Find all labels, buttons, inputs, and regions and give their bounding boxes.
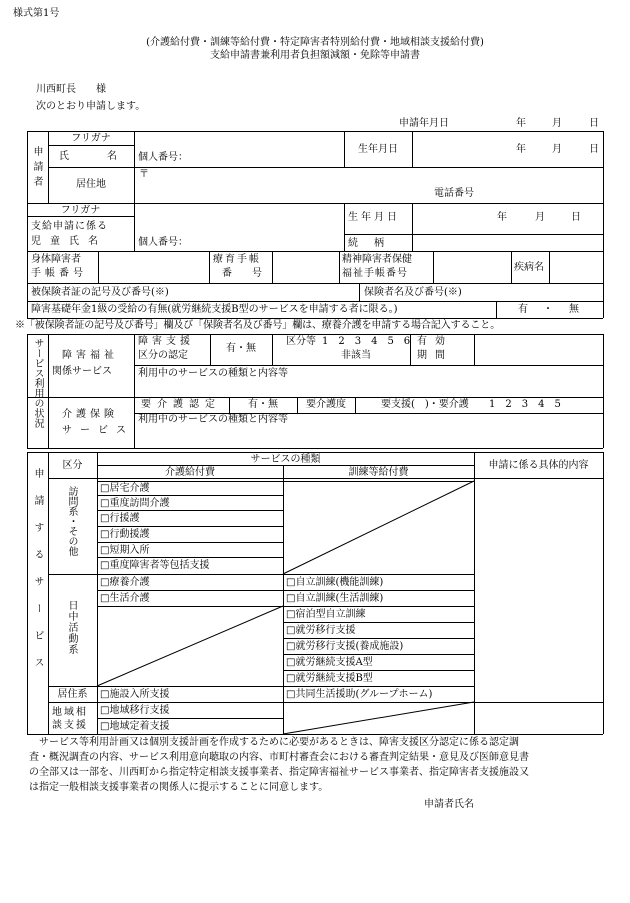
kubun-label: 区分等 [286, 336, 316, 347]
child-birth-month: 月 [535, 212, 545, 223]
chiiki-item-iko[interactable]: □地域移行支援 [100, 705, 170, 716]
kunren-shukuhaku[interactable]: □宿泊型自立訓練 [286, 609, 366, 620]
pension-yes: 有 [518, 304, 528, 315]
kaigo-nintei-label: 要介護認定 [141, 399, 221, 410]
kunren-keizoku-b[interactable]: □就労継続支援B型 [286, 673, 373, 684]
shien-label: 要支援( )・要介護 [381, 399, 469, 410]
applicant-birth-year: 年 [516, 144, 526, 155]
higaito-label: 非該当 [341, 350, 371, 361]
addressee: 川西町長 様 [36, 84, 106, 95]
child-birth-day: 日 [571, 212, 581, 223]
pension-no: 無 [569, 304, 579, 315]
apply-date-month: 月 [552, 118, 562, 129]
disease-label: 疾病名 [514, 262, 544, 273]
child-kojin-label: 個人番号： [138, 237, 188, 248]
services-kaigo-header: 介護給付費 [165, 467, 215, 478]
applicant-side-label: 申請者 [31, 146, 42, 191]
applicant-kojin-label: 個人番号： [138, 152, 188, 163]
welfare-use-label: 利用中のサービスの種類と内容等 [138, 368, 288, 379]
nintei-label-1: 障害支援 [138, 336, 194, 347]
services-kubun-header: 区分 [62, 460, 83, 471]
form-number: 様式第1号 [13, 8, 60, 19]
hokensha-label: 保険者名及び番号(※) [364, 287, 462, 298]
ryoiku-label-1: 療育手帳 [213, 254, 261, 265]
apply-date-day: 日 [589, 118, 599, 129]
form-title-line1: (介護給付費・訓練等給付費・特定障害者特別給付費・地域相談支援給付費) [146, 37, 484, 48]
kyoju-kunren-item[interactable]: □共同生活援助(グループホーム) [286, 689, 433, 700]
child-birth-label: 生年月日 [348, 212, 400, 223]
seishin-label-2: 福祉手帳番号 [342, 268, 408, 279]
child-relation-label: 続柄 [348, 238, 400, 249]
pension-label: 障害基礎年金1級の受給の有無(就労継続支援B型のサービスを申請する者に限る。) [31, 304, 398, 315]
applicant-birth-label: 生年月日 [358, 144, 398, 155]
homon-item-kodo-engo[interactable]: □行援護 [100, 513, 140, 524]
child-furigana-label: フリガナ [60, 205, 101, 216]
services-kind-header: サービスの種類 [250, 454, 321, 465]
applicant-birth-day: 日 [589, 144, 599, 155]
applicant-birth-month: 月 [552, 144, 562, 155]
shintai-label-2: 手帳番号 [31, 268, 87, 279]
kaigodo-label: 要介護度 [306, 399, 346, 410]
welfare-label-1: 障害福祉 [62, 350, 118, 361]
services-detail-header: 申請に係る具体的内容 [488, 460, 589, 471]
hihoken-label: 被保険者証の記号及び番号(※) [31, 287, 169, 298]
child-label-2: 児童氏名 [31, 236, 107, 247]
applicant-furigana-label: フリガナ [71, 133, 111, 144]
signature-label: 申請者氏名 [424, 799, 474, 810]
nicchu-kubun-label: 日中活動系 [66, 600, 77, 655]
consent-line-3: の全部又は一部を、川西町から指定特定相談支援事業者、指定障害福祉サービス事業者、指定障害者支援施設又 [29, 767, 529, 778]
nicchu-kaigo-ryoyo[interactable]: □療養介護 [100, 577, 150, 588]
homon-item-judo[interactable]: □重度訪問介護 [100, 498, 170, 509]
consent-line-1: サービス等利用計画又は個別支援計画を作成するために必要があるときは、障害支援区分認定に係る認定調 [29, 737, 519, 748]
apply-date-label: 申請年月日 [399, 118, 449, 129]
applicant-residence-label: 居住地 [76, 179, 106, 190]
kaigo-label-1: 介護保険 [62, 409, 118, 420]
kubun-numbers: 1 2 3 4 5 6 [322, 336, 411, 347]
homon-item-kyotaku[interactable]: □居宅介護 [100, 483, 150, 494]
kunren-iko-yosei[interactable]: □就労移行支援(養成施設) [286, 641, 404, 652]
yuko-label-1: 有効 [417, 336, 453, 347]
applicant-name-label: 氏 名 [59, 151, 123, 162]
apply-date-year: 年 [516, 118, 526, 129]
nicchu-kaigo-seikatsu[interactable]: □生活介護 [100, 593, 150, 604]
child-birth-year: 年 [497, 212, 507, 223]
ryoiku-label-2: 番号 [222, 268, 282, 279]
chiiki-item-teichaku[interactable]: □地域定着支援 [100, 721, 170, 732]
consent-line-4: は指定一般相談支援事業者の関係人に提示することに同意します。 [29, 782, 329, 793]
kaigo-use-label: 利用中のサービスの種類と内容等 [138, 414, 288, 425]
welfare-label-2: 関係サービス [52, 366, 112, 377]
child-label-1: 支給申請に係る [31, 221, 108, 232]
homon-item-kodo[interactable]: □行動援護 [100, 529, 150, 540]
shintai-label-1: 身体障害者 [31, 254, 81, 265]
services-side-label: 申請するサービス [32, 468, 43, 684]
kyoju-kubun-label: 居住系 [57, 689, 88, 700]
intro-text: 次のとおり申請します。 [36, 101, 146, 112]
services-kunren-header: 訓練等給付費 [348, 467, 409, 478]
usage-side-label: サービス利用の状況 [32, 338, 43, 428]
kunren-kino[interactable]: □自立訓練(機能訓練) [286, 577, 384, 588]
insurance-note: ※「被保険者証の記号及び番号」欄及び「保険者名及び番号」欄は、療養介護を申請する場合記入すること。 [15, 320, 501, 331]
homon-item-hokatsu[interactable]: □重度障害者等包括支援 [100, 560, 210, 571]
pension-dot: ・ [543, 304, 553, 315]
homon-item-tanki[interactable]: □短期入所 [100, 545, 150, 556]
kyoju-kaigo-item[interactable]: □施設入所支援 [100, 689, 170, 700]
nintei-umu: 有・無 [226, 343, 256, 354]
applicant-postal-mark: 〒 [139, 169, 149, 180]
homon-kubun-label: 訪問系・その他 [66, 486, 77, 556]
consent-line-2: 査・概況調査の内容、サービス利用意向聴取の内容、市町村審査会における審査判定結果・意見及び医師意見書 [29, 752, 529, 763]
seishin-label-1: 精神障害者保健 [342, 254, 412, 265]
kunren-iko[interactable]: □就労移行支援 [286, 625, 356, 636]
chiiki-kubun-label: 地域相談支援 [52, 707, 88, 731]
kaigo-numbers: 1 2 3 4 5 [489, 399, 561, 410]
kaigo-label-2: サービス [62, 425, 134, 436]
form-title-line2: 支給申請書兼利用者負担額減額・免除等申請書 [210, 50, 420, 61]
yuko-label-2: 期間 [417, 350, 453, 361]
kunren-seikatsu[interactable]: □自立訓練(生活訓練) [286, 593, 384, 604]
kaigo-umu: 有・無 [248, 399, 278, 410]
applicant-phone-label: 電話番号 [434, 188, 474, 199]
nintei-label-2: 区分の認定 [138, 350, 188, 361]
kunren-keizoku-a[interactable]: □就労継続支援A型 [286, 657, 373, 668]
